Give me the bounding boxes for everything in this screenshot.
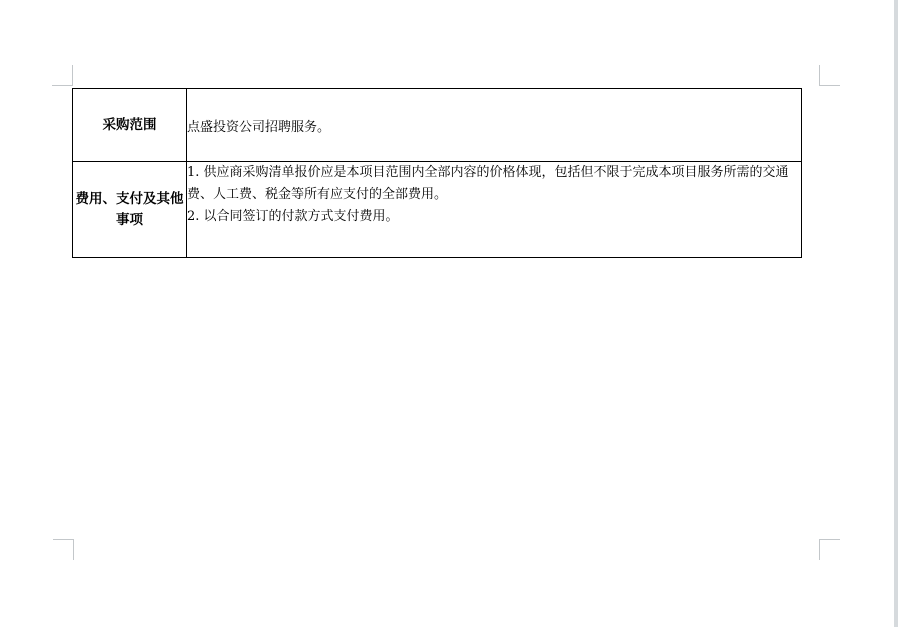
fees-payment-label-line-1: 费用、支付及其他 <box>75 190 184 207</box>
fees-payment-label-cell[interactable] <box>73 162 187 258</box>
text-boundary-mark-top-right <box>819 65 840 86</box>
table-row-fees-payment <box>73 162 802 258</box>
procurement-scope-label: 采购范围 <box>102 116 157 133</box>
scrollbar-track[interactable] <box>894 0 898 627</box>
fees-payment-label-line-2: 事项 <box>116 211 143 228</box>
text-boundary-mark-bottom-left <box>53 539 74 560</box>
procurement-info-table <box>72 88 802 258</box>
procurement-scope-content-cell[interactable] <box>187 89 802 162</box>
procurement-scope-label-cell[interactable] <box>73 89 187 162</box>
fees-payment-text-line-2: 费、人工费、税金等所有应支付的全部费用。 <box>187 187 448 202</box>
fees-payment-text-line-1: 1. 供应商采购清单报价应是本项目范围内全部内容的价格体现，包括但不限于完成本项目服务所需的交通 <box>187 165 789 180</box>
text-boundary-mark-bottom-right <box>819 539 840 560</box>
fees-payment-text-line-3: 2. 以合同签订的付款方式支付费用。 <box>187 209 399 224</box>
table-row-procurement-scope <box>73 89 802 162</box>
fees-payment-content-cell[interactable] <box>187 162 802 258</box>
text-boundary-mark-top-left <box>52 65 73 86</box>
procurement-scope-text: 点盛投资公司招聘服务。 <box>187 119 331 135</box>
